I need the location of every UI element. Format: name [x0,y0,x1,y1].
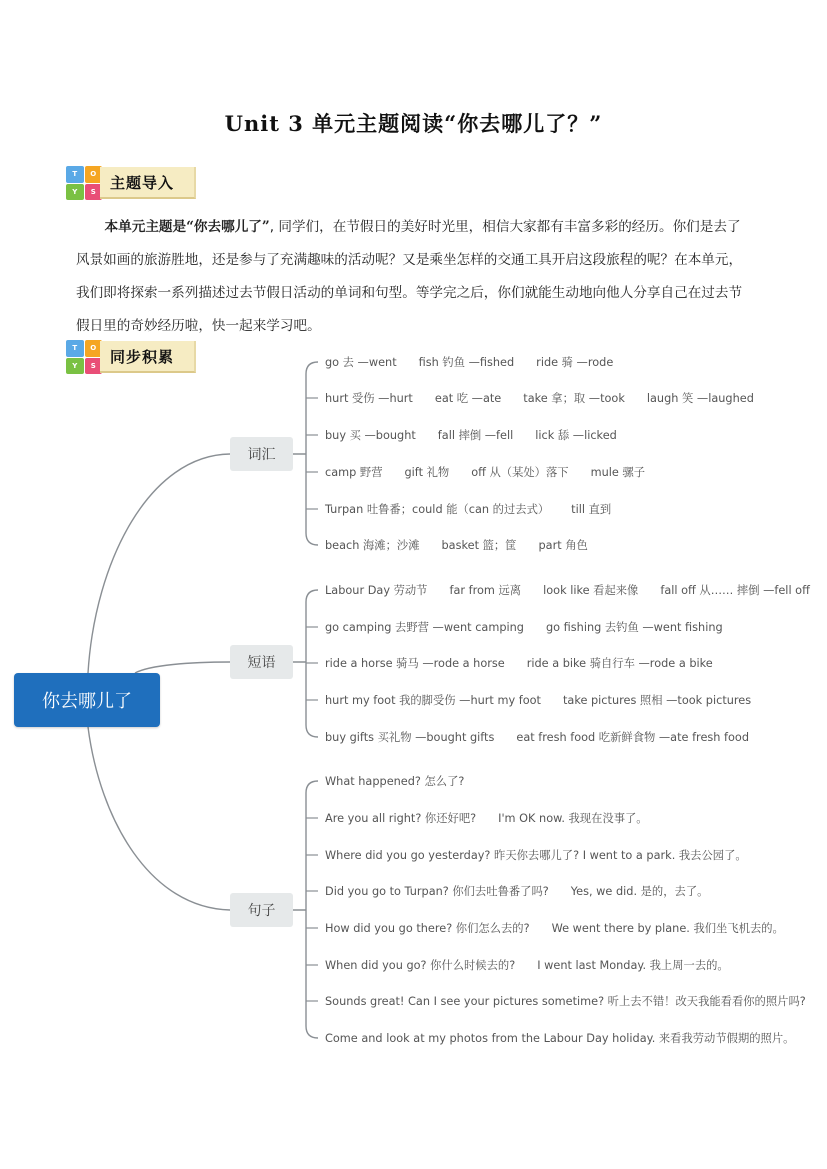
leaf-item: Where did you go yesterday? 昨天你去哪儿了? I went to a park. 我去公园了。 [325,849,747,862]
leaf-item: Yes, we did. 是的，去了。 [570,885,709,898]
vocab-line [325,427,639,443]
section-title: 同步积累 [100,341,196,373]
leaf-item: basket 篮；筐 [441,539,517,552]
toys-letter: Y [66,184,84,201]
leaf-item: fall off 从…… 摔倒 —fell off [660,584,810,597]
leaf-item: I went last Monday. 我上周一去的。 [537,959,729,972]
phrase-line [325,692,773,708]
vocab-line [325,354,635,370]
leaf-item: lick 舔 —licked [535,429,617,442]
leaf-item: fish 钓鱼 —fished [418,356,515,369]
leaf-item: ride 骑 —rode [536,356,614,369]
leaf-item: laugh 笑 —laughed [646,392,754,405]
leaf-item: buy gifts 买礼物 —bought gifts [325,731,495,744]
sentence-line [325,773,486,789]
leaf-item: What happened? 怎么了? [325,775,465,788]
leaf-item: camp 野营 [325,466,383,479]
toys-letter: T [66,166,84,183]
leaf-item: ride a horse 骑马 —rode a horse [325,657,505,670]
toys-letter: T [66,340,84,357]
leaf-item: hurt 受伤 —hurt [325,392,413,405]
intro-lead: 本单元主题是“你去哪儿了” [104,219,270,235]
leaf-item: eat fresh food 吃新鲜食物 —ate fresh food [516,731,750,744]
mindmap-root: 你去哪儿了 [14,673,160,727]
sentence-line [325,957,751,973]
sentence-line [325,920,806,936]
leaf-item: look like 看起来像 [543,584,639,597]
leaf-item: Turpan 吐鲁番；could 能（can 的过去式） [325,503,550,516]
leaf-item: Labour Day 劳动节 [325,584,428,597]
leaf-item: We went there by plane. 我们坐飞机去的。 [551,922,784,935]
phrase-line [325,655,735,671]
vocab-line [325,537,610,553]
branch-vocabulary: 词汇 [230,437,293,471]
vocab-line [325,390,776,406]
vocab-line [325,501,633,517]
branch-sentences: 句子 [230,893,293,927]
toys-letter: O [85,340,103,357]
phrase-line [325,619,745,635]
leaf-item: hurt my foot 我的脚受伤 —hurt my foot [325,694,541,707]
leaf-item: Are you all right? 你还好吧? [325,812,477,825]
sentence-line [325,810,670,826]
toys-letter: S [85,358,103,375]
connector-root-phrase [135,662,230,673]
leaf-item: I'm OK now. 我现在没事了。 [498,812,648,825]
leaf-item: Come and look at my photos from the Labour Day holiday. 来看我劳动节假期的照片。 [325,1032,795,1045]
toys-letter: Y [66,358,84,375]
leaf-item: mule 骡子 [590,466,646,479]
vocab-line [325,464,667,480]
leaf-item: fall 摔倒 —fell [437,429,514,442]
connector-root-vocab [88,454,230,673]
section-title: 主题导入 [100,167,196,199]
connector-vocab-bracket [293,362,318,545]
leaf-item: beach 海滩；沙滩 [325,539,420,552]
leaf-item: gift 礼物 [404,466,450,479]
leaf-item: go camping 去野营 —went camping [325,621,524,634]
leaf-item: off 从（某处）落下 [471,466,569,479]
leaf-item: Did you go to Turpan? 你们去吐鲁番了吗? [325,885,549,898]
leaf-item: eat 吃 —ate [434,392,502,405]
leaf-item: take 拿；取 —took [523,392,625,405]
phrase-line [325,729,771,745]
phrase-line [325,582,827,598]
leaf-item: Sounds great! Can I see your pictures sometime? 听上去不错！改天我能看看你的照片吗? [325,995,806,1008]
leaf-item: ride a bike 骑自行车 —rode a bike [526,657,713,670]
sentence-line [325,1030,816,1046]
leaf-item: far from 远离 [449,584,522,597]
leaf-item: part 角色 [538,539,588,552]
sentence-line [325,993,827,1009]
sentence-line [325,847,769,863]
leaf-item: take pictures 照相 —took pictures [562,694,752,707]
connector-sentence-bracket [293,781,318,1038]
toys-letter: S [85,184,103,201]
intro-body: , 同学们，在节假日的美好时光里，相信大家都有丰富多彩的经历。你们是去了风景如画的旅游胜地，还是参与了充满趣味的活动呢？又是乘坐怎样的交通工具开启这段旅程的呢？在本单元，我们即将探索一系列描述过去节假日活动的单词和句型。等学完之后，你们就能生动地向他人分享自己在过去节假日里的奇妙经历啦，快一起来学习吧。 [76,219,743,334]
connector-root-sentence [88,727,230,910]
leaf-item: When did you go? 你什么时候去的? [325,959,516,972]
leaf-item: go 去 —went [325,356,397,369]
sentence-line [325,883,730,899]
leaf-item: buy 买 —bought [325,429,416,442]
page-title: Unit 3 单元主题阅读“你去哪儿了？” [224,111,603,136]
leaf-item: till 直到 [571,503,612,516]
branch-phrases: 短语 [230,645,293,679]
leaf-item: go fishing 去钓鱼 —went fishing [545,621,723,634]
leaf-item: How did you go there? 你们怎么去的? [325,922,530,935]
leaf-ticks [306,398,318,1001]
toys-letter: O [85,166,103,183]
